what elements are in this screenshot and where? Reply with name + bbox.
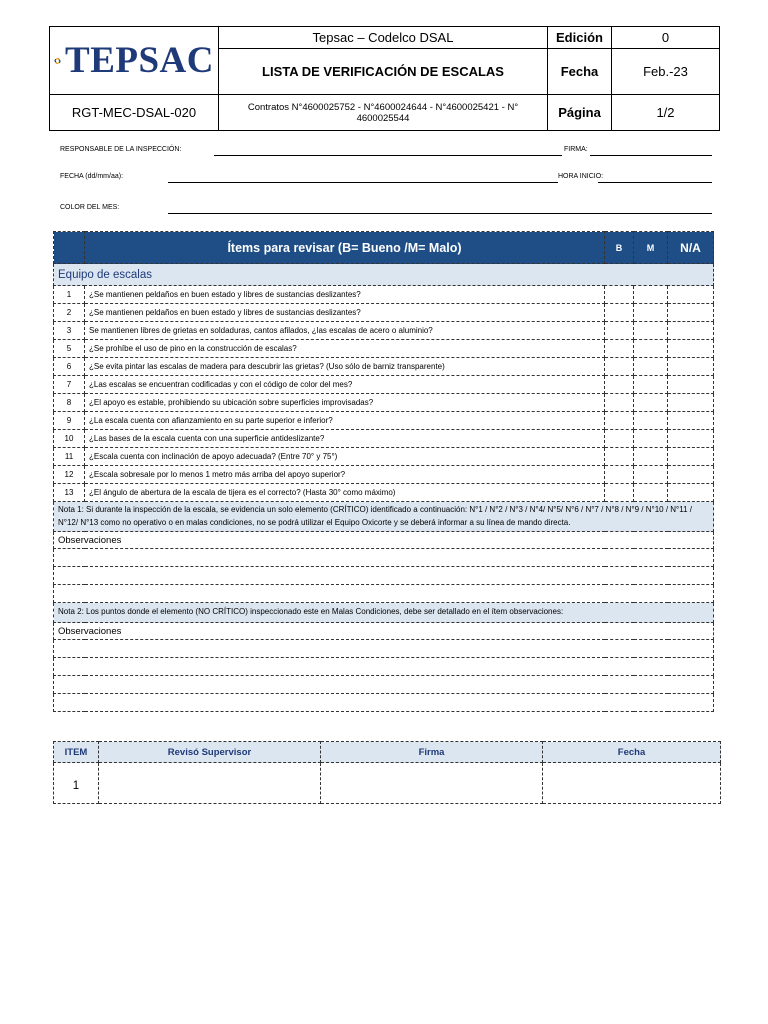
item-number: 6 <box>54 358 85 376</box>
checklist-row <box>54 394 714 412</box>
hora-line[interactable] <box>598 182 712 183</box>
obs1-line[interactable] <box>54 567 714 585</box>
checklist-row <box>54 286 714 304</box>
item-m-check[interactable] <box>634 304 668 322</box>
item-question: ¿El apoyo es estable, prohibiendo su ubicación sobre superficies improvisadas? <box>85 394 605 412</box>
item-number: 9 <box>54 412 85 430</box>
sig-item-header: ITEM <box>54 742 99 763</box>
fecha-field-label: FECHA (dd/mm/aa): <box>60 173 124 180</box>
checklist-table <box>53 231 714 712</box>
item-b-check[interactable] <box>605 466 634 484</box>
firma-label: FIRMA: <box>564 146 588 153</box>
obs2-line[interactable] <box>54 658 714 676</box>
obs1-label: Observaciones <box>54 532 714 549</box>
item-na-check[interactable] <box>668 376 714 394</box>
item-number: 7 <box>54 376 85 394</box>
item-na-check[interactable] <box>668 340 714 358</box>
checklist-row <box>54 412 714 430</box>
note1-row <box>54 502 714 532</box>
item-number: 8 <box>54 394 85 412</box>
checklist-row <box>54 430 714 448</box>
item-question: ¿Se mantienen peldaños en buen estado y libres de sustancias deslizantes? <box>85 286 605 304</box>
item-number: 12 <box>54 466 85 484</box>
note1: Nota 1: Si durante la inspección de la escala, se evidencia un solo elemento (CRÍTICO) identificado a continuación: N°1 / N°2 / N°3 / N°4/ N°5/ N°6 / N°7 / N°8 / N°9 / N°10 / N°11 / N°12/ N°13 como no operativo o en malas condiciones, no se podrá utilizar el Equipo Oxicorte y se deberá informar a su línea de mando directa. <box>54 502 714 532</box>
item-question: ¿Escala sobresale por lo menos 1 metro más arriba del apoyo superior? <box>85 466 605 484</box>
item-m-check[interactable] <box>634 340 668 358</box>
checklist-row <box>54 322 714 340</box>
item-b-check[interactable] <box>605 340 634 358</box>
pagina-label: Página <box>548 95 612 131</box>
item-m-check[interactable] <box>634 412 668 430</box>
checklist-header <box>54 232 714 264</box>
responsable-line[interactable] <box>214 155 562 156</box>
checklist-items <box>54 286 714 502</box>
item-na-check[interactable] <box>668 466 714 484</box>
sig-row-num: 1 <box>54 763 99 804</box>
item-m-check[interactable] <box>634 322 668 340</box>
sig-firma-header: Firma <box>321 742 543 763</box>
sig-reviso-cell[interactable] <box>99 763 321 804</box>
obs2-line[interactable] <box>54 694 714 712</box>
item-b-check[interactable] <box>605 484 634 502</box>
item-number: 3 <box>54 322 85 340</box>
item-number: 2 <box>54 304 85 322</box>
item-question: ¿Se mantienen peldaños en buen estado y libres de sustancias deslizantes? <box>85 304 605 322</box>
signature-table <box>53 741 721 804</box>
item-b-check[interactable] <box>605 448 634 466</box>
color-line[interactable] <box>168 213 712 214</box>
logo-text: TEPSAC <box>65 40 214 81</box>
checklist-row <box>54 484 714 502</box>
responsable-label: RESPONSABLE DE LA INSPECCIÓN: <box>60 146 182 153</box>
checklist-row <box>54 340 714 358</box>
obs1-row <box>54 532 714 549</box>
edicion-value: 0 <box>612 27 720 49</box>
checklist-row <box>54 448 714 466</box>
note2: Nota 2: Los puntos donde el elemento (NO CRÍTICO) inspeccionado este en Malas Condiciones, debe ser detallado en el ítem observaciones: <box>54 603 714 623</box>
sig-reviso-header: Revisó Supervisor <box>99 742 321 763</box>
pagina-value: 1/2 <box>612 95 720 131</box>
item-number: 1 <box>54 286 85 304</box>
edicion-label: Edición <box>548 27 612 49</box>
contracts: Contratos N°4600025752 - N°4600024644 - N°4600025421 - N° 4600025544 <box>219 95 548 131</box>
checklist-row <box>54 358 714 376</box>
item-na-check[interactable] <box>668 484 714 502</box>
item-b-check[interactable] <box>605 394 634 412</box>
item-m-check[interactable] <box>634 376 668 394</box>
item-na-check[interactable] <box>668 448 714 466</box>
item-question: ¿Se evita pintar las escalas de madera para descubrir las grietas? (Uso sólo de barniz transparente) <box>85 358 605 376</box>
firma-line[interactable] <box>590 155 712 156</box>
sig-fecha-cell[interactable] <box>543 763 721 804</box>
item-question: ¿La escala cuenta con afianzamiento en su parte superior e inferior? <box>85 412 605 430</box>
item-b-check[interactable] <box>605 286 634 304</box>
note2-row <box>54 603 714 623</box>
document-code: RGT-MEC-DSAL-020 <box>50 95 219 131</box>
item-na-check[interactable] <box>668 286 714 304</box>
fecha-label: Fecha <box>548 48 612 94</box>
item-na-check[interactable] <box>668 304 714 322</box>
signature-row <box>54 763 721 804</box>
item-number: 11 <box>54 448 85 466</box>
item-na-check[interactable] <box>668 412 714 430</box>
item-question: Se mantienen libres de grietas en soldaduras, cantos afilados, ¿las escalas de acero o aluminio? <box>85 322 605 340</box>
item-b-check[interactable] <box>605 430 634 448</box>
signature-header <box>54 742 721 763</box>
item-m-check[interactable] <box>634 430 668 448</box>
checklist-row <box>54 466 714 484</box>
obs2-row <box>54 623 714 640</box>
item-na-check[interactable] <box>668 358 714 376</box>
obs1-line[interactable] <box>54 549 714 567</box>
sig-firma-cell[interactable] <box>321 763 543 804</box>
item-m-check[interactable] <box>634 466 668 484</box>
document-header <box>49 26 720 131</box>
item-m-check[interactable] <box>634 286 668 304</box>
section-row <box>54 264 714 286</box>
checklist-row <box>54 376 714 394</box>
item-m-check[interactable] <box>634 394 668 412</box>
logo <box>50 27 219 95</box>
item-question: ¿Escala cuenta con inclinación de apoyo adecuada? (Entre 70° y 75°) <box>85 448 605 466</box>
col-m: M <box>634 232 668 264</box>
hora-label: HORA INICIO: <box>558 173 604 180</box>
col-na: N/A <box>668 232 714 264</box>
item-m-check[interactable] <box>634 484 668 502</box>
obs2-line[interactable] <box>54 676 714 694</box>
item-number: 5 <box>54 340 85 358</box>
checklist-title: Ítems para revisar (B= Bueno /M= Malo) <box>85 232 605 264</box>
fecha-value: Feb.-23 <box>612 48 720 94</box>
color-label: COLOR DEL MES: <box>60 204 120 211</box>
fecha-line[interactable] <box>168 182 558 183</box>
company-name: Tepsac – Codelco DSAL <box>219 27 548 49</box>
item-number: 13 <box>54 484 85 502</box>
item-na-check[interactable] <box>668 430 714 448</box>
section-title: Equipo de escalas <box>54 264 714 286</box>
item-b-check[interactable] <box>605 358 634 376</box>
item-m-check[interactable] <box>634 448 668 466</box>
item-question: ¿Las bases de la escala cuenta con una superficie antideslizante? <box>85 430 605 448</box>
checklist-row <box>54 304 714 322</box>
item-question: ¿Se prohíbe el uso de pino en la construcción de escalas? <box>85 340 605 358</box>
item-b-check[interactable] <box>605 304 634 322</box>
item-na-check[interactable] <box>668 394 714 412</box>
item-b-check[interactable] <box>605 322 634 340</box>
item-question: ¿Las escalas se encuentran codificadas y con el código de color del mes? <box>85 376 605 394</box>
col-b: B <box>605 232 634 264</box>
tepsac-logo-icon <box>54 44 61 78</box>
item-na-check[interactable] <box>668 322 714 340</box>
obs2-label: Observaciones <box>54 623 714 640</box>
item-question: ¿El ángulo de abertura de la escala de tijera es el correcto? (Hasta 30° como máximo) <box>85 484 605 502</box>
item-b-check[interactable] <box>605 376 634 394</box>
item-number: 10 <box>54 430 85 448</box>
obs2-line[interactable] <box>54 640 714 658</box>
item-m-check[interactable] <box>634 358 668 376</box>
obs1-line[interactable] <box>54 585 714 603</box>
item-b-check[interactable] <box>605 412 634 430</box>
sig-fecha-header: Fecha <box>543 742 721 763</box>
document-title: LISTA DE VERIFICACIÓN DE ESCALAS <box>219 48 548 94</box>
